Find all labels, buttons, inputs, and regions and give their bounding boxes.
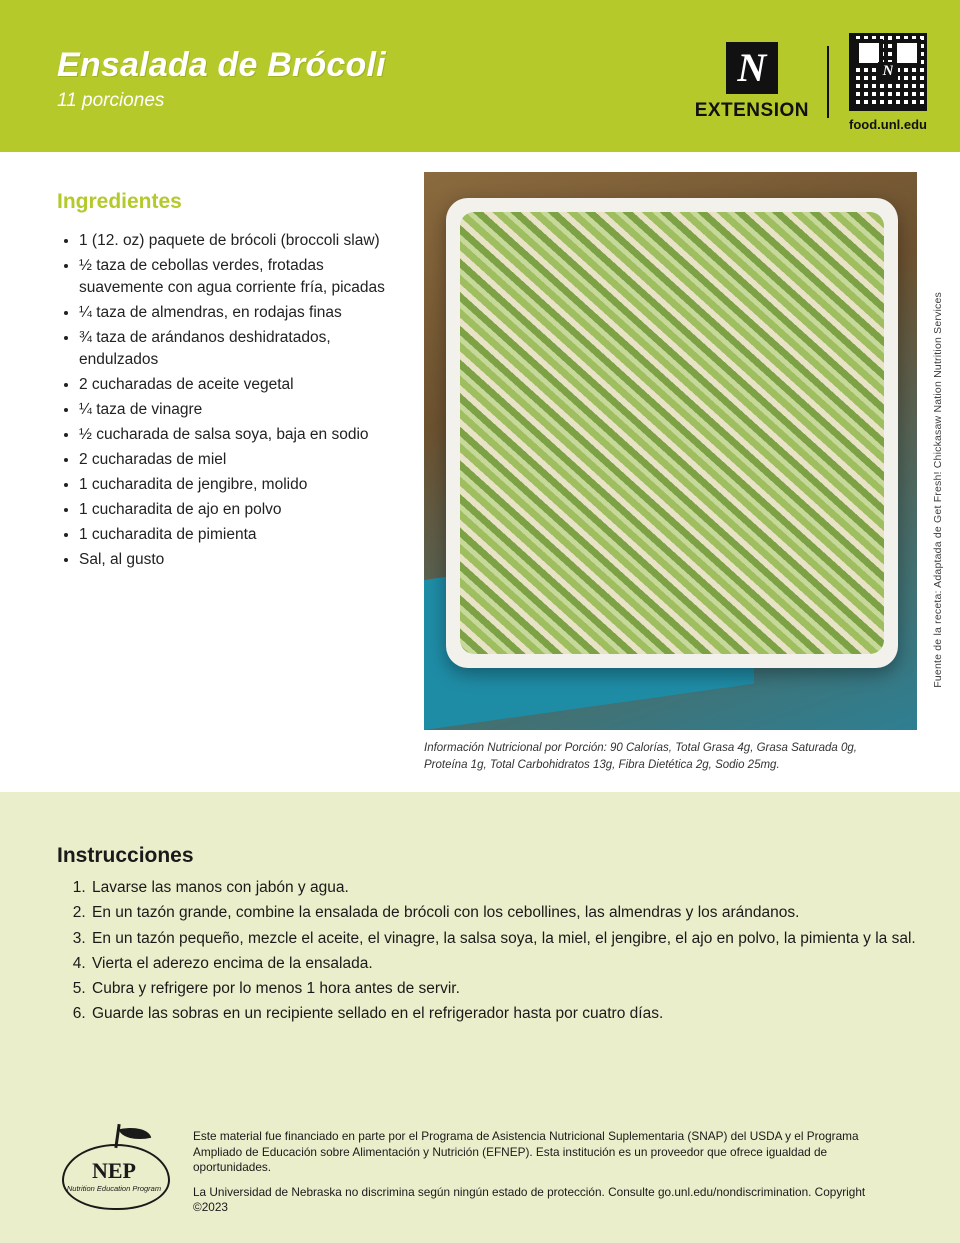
list-item: • Sal, al gusto <box>79 549 387 571</box>
list-item: • ½ cucharada de salsa soya, baja en sodio <box>79 424 387 446</box>
list-item: 1. Lavarse las manos con jabón y agua. <box>90 876 920 899</box>
instructions-section <box>0 792 960 1112</box>
recipe-photo <box>424 172 917 730</box>
recipe-source-credit: Fuente de la receta: Adaptada de Get Fresh! Chickasaw Nation Nutrition Services <box>932 292 944 688</box>
list-item: 5. Cubra y refrigere por lo menos 1 hora antes de servir. <box>90 977 920 1000</box>
list-item: • ¼ taza de vinagre <box>79 399 387 421</box>
qr-block[interactable] <box>849 33 927 132</box>
ingredients-title: Ingredientes <box>57 190 182 213</box>
qr-code-icon[interactable] <box>849 33 927 111</box>
instructions-list <box>62 876 920 1028</box>
brand-divider <box>827 46 829 118</box>
nep-logo-icon <box>60 1122 172 1212</box>
servings-label: 11 porciones <box>57 89 165 111</box>
list-item: • 2 cucharadas de miel <box>79 449 387 471</box>
footer-disclaimer <box>193 1129 893 1216</box>
list-item: • 1 (12. oz) paquete de brócoli (broccoli slaw) <box>79 230 387 252</box>
list-item: • 1 cucharadita de pimienta <box>79 524 387 546</box>
ingredients-section <box>57 190 387 574</box>
list-item: 4. Vierta el aderezo encima de la ensalada. <box>90 952 920 975</box>
list-item: 2. En un tazón grande, combine la ensalada de brócoli con los cebollines, las almendras y los arándanos. <box>90 901 920 924</box>
website-url[interactable]: food.unl.edu <box>849 116 927 132</box>
list-item: • ¾ taza de arándanos deshidratados, endulzados <box>79 327 387 371</box>
unl-n-icon: N <box>726 42 778 94</box>
header-title-group <box>57 48 386 112</box>
footer <box>0 1112 960 1243</box>
extension-wordmark: EXTENSION <box>694 100 809 121</box>
photo-salad <box>460 212 884 654</box>
list-item: • 1 cucharadita de jengibre, molido <box>79 474 387 496</box>
unl-extension-logo <box>695 42 827 122</box>
qr-center-n-icon: N <box>878 62 898 82</box>
list-item: • ½ taza de cebollas verdes, frotadas suavemente con agua corriente fría, picadas <box>79 255 387 299</box>
nep-program-name: Nutrition Education Program <box>66 1184 162 1193</box>
list-item: • ¼ taza de almendras, en rodajas finas <box>79 302 387 324</box>
footer-paragraph-2: La Universidad de Nebraska no discrimina según ningún estado de protección. Consulte go.unl.edu/nondiscrimination. Copyright ©2023 <box>193 1184 866 1215</box>
header-banner <box>0 0 960 152</box>
photo-bowl <box>446 198 898 668</box>
list-item: 6. Guarde las sobras en un recipiente sellado en el refrigerador hasta por cuatro días. <box>90 1002 920 1025</box>
instructions-title: Instrucciones <box>57 844 194 867</box>
page-title: Ensalada de Brócoli <box>57 46 386 84</box>
list-item: • 1 cucharadita de ajo en polvo <box>79 499 387 521</box>
list-item: 3. En un tazón pequeño, mezcle el aceite, el vinagre, la salsa soya, la miel, el jengibre, el ajo en polvo, la pimienta y la sal. <box>90 927 920 950</box>
brand-block <box>695 30 927 134</box>
nep-apple-leaf <box>119 1123 151 1144</box>
nep-acronym: NEP <box>92 1158 136 1183</box>
nutrition-information: Información Nutricional por Porción: 90 Calorías, Total Grasa 4g, Grasa Saturada 0g, Proteína 1g, Total Carbohidratos 13g, Fibra Dietética 2g, Sodio 25mg. <box>424 742 857 771</box>
footer-paragraph-1: Este material fue financiado en parte por el Programa de Asistencia Nutricional Suplementaria (SNAP) del USDA y el Programa Ampliado de Educación sobre Alimentación y Nutrición (EFNEP). Esta institución es un proveedor que ofrece igualdad de oportunidades. <box>193 1129 859 1175</box>
main-content <box>0 152 960 792</box>
list-item: • 2 cucharadas de aceite vegetal <box>79 374 387 396</box>
ingredients-list <box>57 230 387 571</box>
